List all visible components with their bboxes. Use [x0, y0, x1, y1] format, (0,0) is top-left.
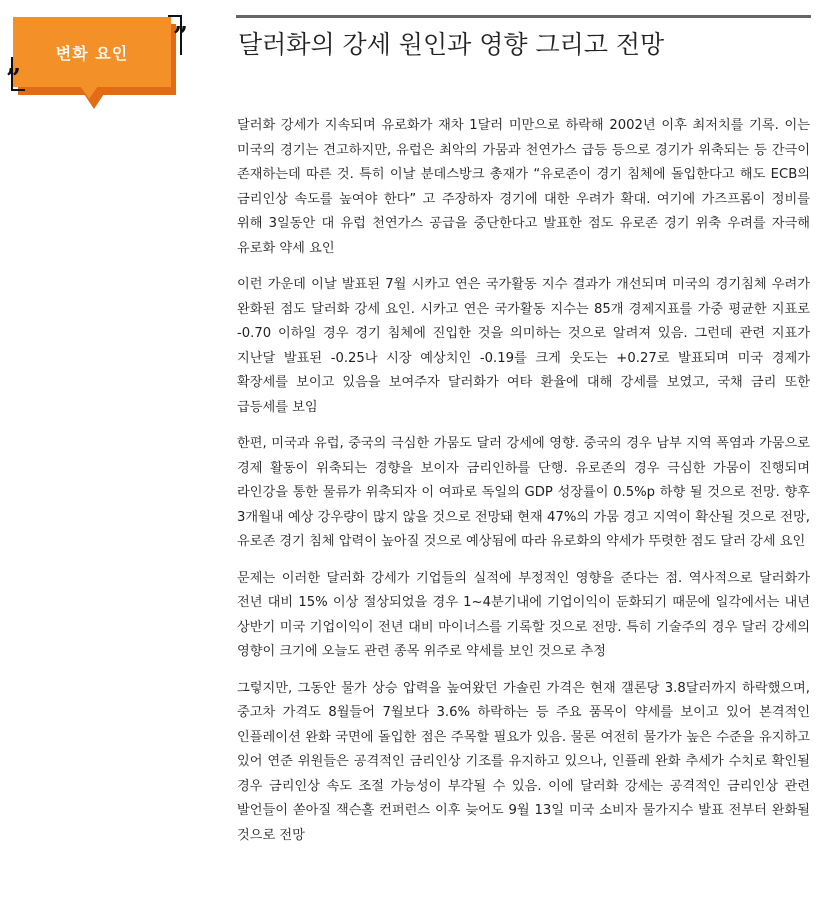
paragraph: 한편, 미국과 유럽, 중국의 극심한 가뭄도 달러 강세에 영향. 중국의 경우 남부 지역 폭염과 가뭄으로 경제 활동이 위축되는 경향을 보이자 금리인하를 단행. 유로존의 경우 극심한 가뭄이 진행되며 라인강을 통한 물류가 위축되자 이 여파로 독일의 GDP 성장률이 0.5%p 하향 될 것으로 전망. 향후 3개월내 예상 강우량이 많지 않을 것으로 전망돼 현재 47%의 가뭄 경고 지역이 확산될 것으로 전망, 유로존 경기 침체 압력이 높아질 것으로 예상됨에 따라 유로화의 약세가 뚜렷한 점도 달러 강세 요인	[237, 436, 810, 549]
article-body	[237, 114, 810, 860]
title-divider	[236, 15, 811, 18]
badge-box	[13, 17, 171, 87]
open-quote-icon: ”	[6, 64, 21, 94]
paragraph: 그렇지만, 그동안 물가 상승 압력을 높여왔던 가솔린 가격은 현재 갤론당 3.8달러까지 하락했으며, 중고차 가격도 8월들어 7월보다 3.6% 하락하는 등 주요 품목이 약세를 보이고 있어 본격적인 인플레이션 완화 국면에 돌입한 점은 주목할 필요가 있음. 물론 여전히 물가가 높은 수준을 유지하고 있어 연준 위원들은 공격적인 금리인상 기조를 유지하고 있으나, 인플레 완화 추세가 수치로 확인될 경우 금리인상 속도 조절 가능성이 부각될 수 있음. 이에 달러화 강세는 공격적인 금리인상 관련 발언들이 쏟아질 잭슨홀 컨퍼런스 이후 늦어도 9월 13일 미국 소비자 물가지수 발표 전부터 완화될 것으로 전망	[237, 680, 810, 843]
badge-speech-tail	[80, 86, 98, 99]
section-badge	[0, 0, 200, 130]
page-title: 달러화의 강세 원인과 영향 그리고 전망	[238, 30, 665, 59]
badge-label: 변화 요인	[55, 43, 129, 63]
paragraph: 달러화 강세가 지속되며 유로화가 재차 1달러 미만으로 하락해 2002년 이후 최저치를 기록. 이는 미국의 경기는 견고하지만, 유럽은 최악의 가뭄과 천연가스 급등 등으로 경기가 위축되는 등 간극이 존재하는데 따른 것. 특히 이날 분데스방크 총재가 “유로존이 경기 침체에 돌입한다고 해도 ECB의 금리인상 속도를 높여야 한다” 고 주장하자 경기에 대한 우려가 확대. 여기에 가즈프롬이 정비를 위해 3일동안 대 유럽 천연가스 공급을 중단한다고 발표한 점도 유로존 경기 위축 우려를 자극해 유로화 약세 요인	[237, 118, 810, 256]
paragraph: 이런 가운데 이날 발표된 7월 시카고 연은 국가활동 지수 결과가 개선되며 미국의 경기침체 우려가 완화된 점도 달러화 강세 요인. 시카고 연은 국가활동 지수는 85개 경제지표를 가중 평균한 지표로 -0.70 이하일 경우 경기 침체에 진입한 것을 의미하는 것으로 알려져 있음. 그런데 관련 지표가 지난달 발표된 -0.25나 시장 예상치인 -0.19를 크게 웃도는 +0.27로 발표되며 미국 경제가 확장세를 보이고 있음을 보여주자 달러화가 여타 환율에 대해 강세를 보였고, 국채 금리 또한 급등세를 보임	[237, 277, 810, 415]
paragraph: 문제는 이러한 달러화 강세가 기업들의 실적에 부정적인 영향을 준다는 점. 역사적으로 달러화가 전년 대비 15% 이상 절상되었을 경우 1~4분기내에 기업이익이 둔화되기 때문에 일각에서는 내년 상반기 미국 기업이익이 전년 대비 마이너스를 기록할 것으로 전망. 특히 기술주의 경우 달러 강세의 영향이 크기에 오늘도 관련 종목 위주로 약세를 보인 것으로 추정	[237, 570, 810, 659]
close-quote-icon: ”	[173, 22, 188, 52]
